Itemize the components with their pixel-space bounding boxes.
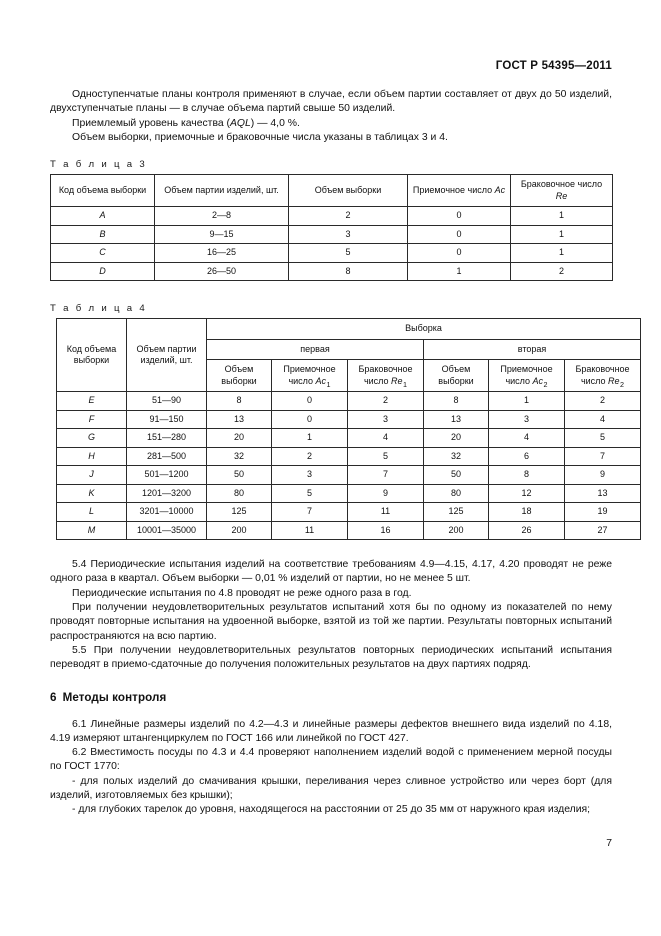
t4-r5-n1: 80 — [207, 484, 272, 503]
table-4-header-lot: Объем партии изделий, шт. — [127, 319, 207, 392]
table-4-body — [57, 392, 641, 540]
table-4-header-code: Код объема выборки — [57, 319, 127, 392]
t4-re2-text: Браковочное число — [575, 364, 630, 386]
t4-r6-re1: 11 — [348, 503, 424, 522]
t3-r0-lot: 2—8 — [155, 207, 289, 226]
t4-re1-text: Браковочное число — [358, 364, 413, 386]
t4-r3-n2: 32 — [424, 447, 489, 466]
t4-r7-ac2: 26 — [489, 521, 565, 540]
t4-r7-n1: 200 — [207, 521, 272, 540]
t4-r6-n1: 125 — [207, 503, 272, 522]
t4-r7-lot: 10001—35000 — [127, 521, 207, 540]
t3-r1-sample: 3 — [289, 225, 408, 244]
t4-r1-n2: 13 — [424, 410, 489, 429]
intro-paragraph-3: Объем выборки, приемочные и браковочные числа указаны в таблицах 3 и 4. — [72, 131, 448, 143]
table-4-header-second: вторая — [424, 339, 641, 360]
t4-r5-n2: 80 — [424, 484, 489, 503]
t3-r3-code: D — [51, 262, 155, 281]
section-6-title: Методы контроля — [62, 690, 167, 704]
t4-r0-ac2: 1 — [489, 392, 565, 411]
t3-r3-re: 2 — [511, 262, 613, 281]
t4-r7-n2: 200 — [424, 521, 489, 540]
table-3-header-ac-text: Приемочное число — [412, 184, 495, 195]
t4-ac2-text: Приемочное число — [500, 364, 553, 386]
t4-r5-re2: 13 — [565, 484, 641, 503]
section-6-number: 6 — [50, 690, 57, 704]
t4-r7-ac1: 11 — [272, 521, 348, 540]
t4-r4-re1: 7 — [348, 466, 424, 485]
t4-r2-ac2: 4 — [489, 429, 565, 448]
t4-re1-symbol: Re — [391, 375, 403, 386]
t4-r3-code: H — [57, 447, 127, 466]
table-row — [57, 392, 641, 411]
t4-r0-re2: 2 — [565, 392, 641, 411]
t3-r3-sample: 8 — [289, 262, 408, 281]
table-4-header-row-1 — [57, 319, 641, 340]
t4-r6-ac1: 7 — [272, 503, 348, 522]
t3-r1-code: B — [51, 225, 155, 244]
aql-text-after: ) — 4,0 %. — [250, 117, 300, 129]
t4-r2-re2: 5 — [565, 429, 641, 448]
table-3-header-ac-symbol: Ac — [494, 184, 506, 195]
t3-r0-re: 1 — [511, 207, 613, 226]
t4-r4-code: J — [57, 466, 127, 485]
t3-r2-lot: 16—25 — [155, 244, 289, 263]
t3-r0-ac: 0 — [408, 207, 511, 226]
t4-r2-code: G — [57, 429, 127, 448]
intro-paragraph-1: Одноступенчатые планы контроля применяют в случае, если объем партии составляет от двух до 50 изделий, двухступенчатые планы — в случае объема партий свыше 50 изделий. — [50, 89, 612, 115]
table-4-header-ac2 — [489, 360, 565, 392]
t3-r1-lot: 9—15 — [155, 225, 289, 244]
t3-r3-ac: 1 — [408, 262, 511, 281]
t4-r1-ac1: 0 — [272, 410, 348, 429]
t4-r3-re2: 7 — [565, 447, 641, 466]
t4-r1-re1: 3 — [348, 410, 424, 429]
t4-r4-n2: 50 — [424, 466, 489, 485]
table-4-header-ac1 — [272, 360, 348, 392]
table-3-head — [51, 175, 613, 207]
table-3-header-ac — [408, 175, 511, 207]
t4-r6-re2: 19 — [565, 503, 641, 522]
t4-r4-re2: 9 — [565, 466, 641, 485]
t3-r2-ac: 0 — [408, 244, 511, 263]
clause-5-4: 5.4 Периодические испытания изделий на соответствие требованиям 4.9—4.15, 4.17, 4.20 проводят не реже одного раза в квартал. Объем выборки — 0,01 % изделий от партии, но не менее 5 шт. — [50, 559, 612, 585]
table-row — [57, 429, 641, 448]
table-4-header-n2: Объем выборки — [424, 360, 489, 392]
clause-5-5: 5.5 При получении неудовлетворительных результатов повторных периодических испытаний испытания переводят в приемо-сдаточные до получения положительных результатов на двух партиях подряд. — [50, 644, 612, 671]
table-row — [57, 503, 641, 522]
t3-r2-sample: 5 — [289, 244, 408, 263]
t4-r2-lot: 151—280 — [127, 429, 207, 448]
t4-r1-lot: 91—150 — [127, 410, 207, 429]
t4-r1-ac2: 3 — [489, 410, 565, 429]
running-header-standard-number: ГОСТ Р 54395—2011 — [495, 60, 612, 72]
t4-r0-lot: 51—90 — [127, 392, 207, 411]
t4-r2-re1: 4 — [348, 429, 424, 448]
table-3-caption: Т а б л и ц а 3 — [50, 159, 147, 171]
table-4-head — [57, 319, 641, 392]
t4-r5-code: K — [57, 484, 127, 503]
t4-r7-code: M — [57, 521, 127, 540]
t4-re2-index: 2 — [620, 379, 625, 389]
table-4-caption: Т а б л и ц а 4 — [50, 303, 147, 315]
table-4-header-sample-group: Выборка — [207, 319, 641, 340]
t4-r0-n1: 8 — [207, 392, 272, 411]
table-3-header-re-text: Браковочное число — [520, 179, 603, 190]
t4-r3-ac2: 6 — [489, 447, 565, 466]
t4-r7-re2: 27 — [565, 521, 641, 540]
clause-5-4-c: При получении неудовлетворительных результатов испытаний хотя бы по одному из показателей по нему проводят повторные испытания на удвоенной выборке, взятой из той же партии. Результаты повторных испытаний распространяются на всю партию. — [50, 602, 612, 642]
t4-r5-re1: 9 — [348, 484, 424, 503]
table-3-header-lot: Объем партии изделий, шт. — [155, 175, 289, 207]
t4-ac2-symbol: Ac — [532, 375, 544, 386]
table-3-header-code: Код объема выборки — [51, 175, 155, 207]
aql-text-before: Приемлемый уровень качества ( — [72, 117, 230, 129]
t4-r4-ac2: 8 — [489, 466, 565, 485]
t4-r4-ac1: 3 — [272, 466, 348, 485]
t4-r3-ac1: 2 — [272, 447, 348, 466]
table-3-header-sample: Объем выборки — [289, 175, 408, 207]
aql-abbreviation: AQL — [229, 117, 251, 129]
t4-r2-ac1: 1 — [272, 429, 348, 448]
table-row — [51, 207, 613, 226]
t3-r1-ac: 0 — [408, 225, 511, 244]
clause-5-4-b: Периодические испытания по 4.8 проводят не реже одного раза в год. — [72, 587, 412, 599]
intro-paragraph-2 — [50, 117, 612, 131]
table-row — [57, 521, 641, 540]
table-row — [57, 410, 641, 429]
t4-ac1-symbol: Ac — [315, 375, 327, 386]
table-row — [57, 447, 641, 466]
t4-r0-ac1: 0 — [272, 392, 348, 411]
t4-r1-n1: 13 — [207, 410, 272, 429]
t4-r5-lot: 1201—3200 — [127, 484, 207, 503]
t4-r6-n2: 125 — [424, 503, 489, 522]
t4-re2-symbol: Re — [608, 375, 620, 386]
table-4-header-n1: Объем выборки — [207, 360, 272, 392]
table-row — [51, 225, 613, 244]
clause-6-1: 6.1 Линейные размеры изделий по 4.2—4.3 и линейные размеры дефектов внешнего вида изделий по 4.18, 4.19 измеряют штангенциркулем по ГОСТ 166 или линейкой по ГОСТ 427. — [50, 718, 612, 744]
t4-r1-code: F — [57, 410, 127, 429]
t4-ac2-index: 2 — [543, 379, 548, 389]
t4-r0-re1: 2 — [348, 392, 424, 411]
t4-r5-ac1: 5 — [272, 484, 348, 503]
t4-ac1-index: 1 — [326, 379, 331, 389]
table-3-header-re-symbol: Re — [555, 190, 568, 201]
t3-r1-re: 1 — [511, 225, 613, 244]
t4-r6-lot: 3201—10000 — [127, 503, 207, 522]
clause-6-2-bullet-1: - для полых изделий до смачивания крышки, переливания через сливное устройство или через борт (для изделий, изготовляемых без крышки); — [50, 775, 612, 802]
t4-ac1-text: Приемочное число — [283, 364, 336, 386]
t4-r1-re2: 4 — [565, 410, 641, 429]
table-4-header-first: первая — [207, 339, 424, 360]
t4-r0-code: E — [57, 392, 127, 411]
table-3-header-row — [51, 175, 613, 207]
t4-r6-ac2: 18 — [489, 503, 565, 522]
t3-r3-lot: 26—50 — [155, 262, 289, 281]
t4-r3-re1: 5 — [348, 447, 424, 466]
t4-r7-re1: 16 — [348, 521, 424, 540]
t4-r5-ac2: 12 — [489, 484, 565, 503]
t3-r2-re: 1 — [511, 244, 613, 263]
page-number: 7 — [606, 838, 612, 849]
t4-r4-n1: 50 — [207, 466, 272, 485]
clause-6-2: 6.2 Вместимость посуды по 4.3 и 4.4 проверяют наполнением изделий водой с применением мерной посуды по ГОСТ 1770: — [50, 747, 612, 773]
table-row — [51, 244, 613, 263]
clause-6-2-bullet-2: - для глубоких тарелок до уровня, находящегося на расстоянии от 25 до 35 мм от наружного края изделия; — [72, 804, 591, 816]
table-3-body — [51, 207, 613, 281]
t3-r2-code: C — [51, 244, 155, 263]
table-4 — [56, 318, 641, 540]
t3-r0-sample: 2 — [289, 207, 408, 226]
t4-r4-lot: 501—1200 — [127, 466, 207, 485]
table-3 — [50, 174, 613, 281]
t4-re1-index: 1 — [403, 379, 408, 389]
t4-r6-code: L — [57, 503, 127, 522]
page-content — [50, 88, 630, 818]
table-4-header-re1 — [348, 360, 424, 392]
t4-r3-lot: 281—500 — [127, 447, 207, 466]
table-3-header-re — [511, 175, 613, 207]
t4-r3-n1: 32 — [207, 447, 272, 466]
table-4-header-re2 — [565, 360, 641, 392]
t4-r2-n2: 20 — [424, 429, 489, 448]
table-row — [51, 262, 613, 281]
table-row — [57, 484, 641, 503]
section-6-heading — [50, 691, 612, 704]
t4-r0-n2: 8 — [424, 392, 489, 411]
t3-r0-code: A — [51, 207, 155, 226]
table-row — [57, 466, 641, 485]
t4-r2-n1: 20 — [207, 429, 272, 448]
